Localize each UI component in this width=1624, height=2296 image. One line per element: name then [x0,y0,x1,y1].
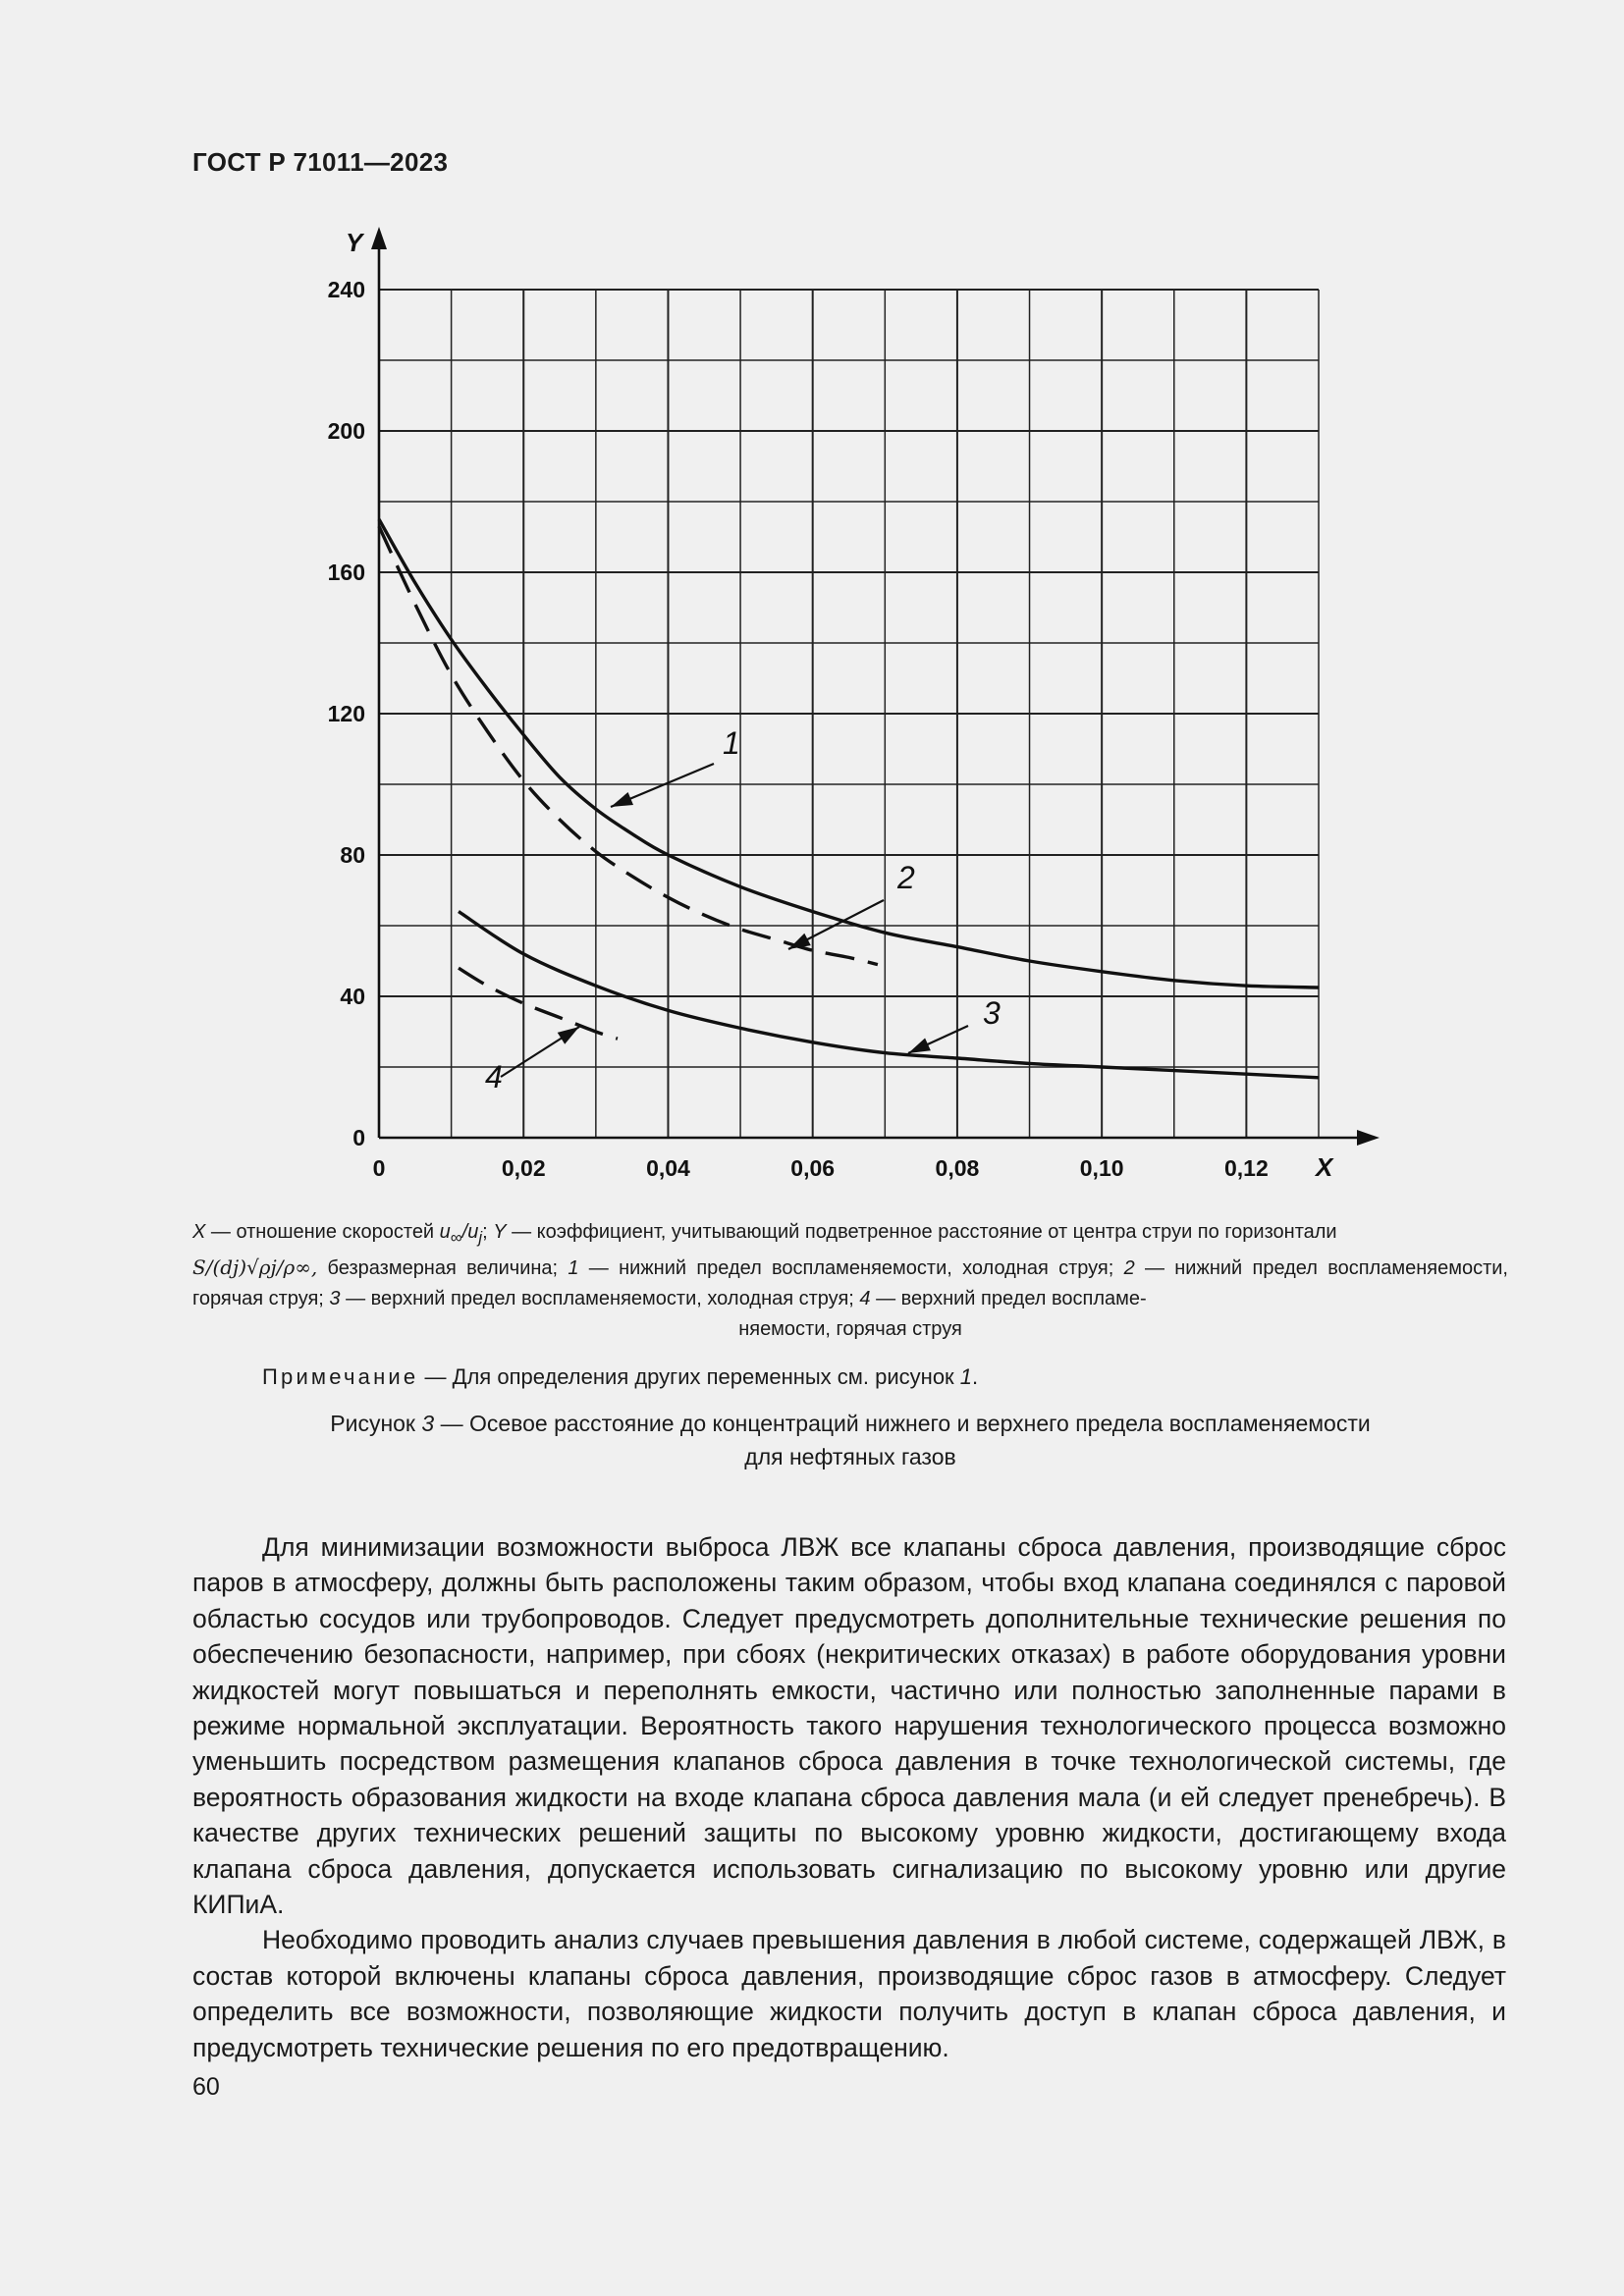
callout-arrow-4 [558,1027,579,1044]
y-axis-label: Y [346,228,363,257]
series-label-1: 1 [723,725,740,761]
caption-last-line: няемости, горячая струя [738,1318,962,1340]
x-symbol: X [192,1221,206,1243]
series-label-3: 3 [983,995,1001,1031]
x-tick-label: 0,08 [935,1155,980,1181]
y-symbol: Y [493,1221,507,1243]
body-text [192,1529,1506,2065]
x-tick-label: 0 [372,1155,386,1181]
x-axis-arrow [1357,1130,1380,1146]
x-tick-label: 0,02 [501,1155,546,1181]
note-label: Примечание [262,1364,419,1389]
document-id: ГОСТ Р 71011—2023 [192,147,449,177]
series-4-line [459,968,618,1039]
y-tick-label: 40 [340,984,365,1009]
x-tick-label: 0,04 [646,1155,690,1181]
series-label-4: 4 [485,1059,503,1095]
figure-legend-caption: X — отношение скоростей $u_\infty/u_j$; Y — коэффициент, учитывающий подветренное расстояние от центра струи по горизонтали S/(dj)√ρj/ρ∞, безразмерная величина; 1 — нижний предел воспламеняемости, холодная струя; 2 — нижний предел воспламеняемости, горячая струя; 3 — верхний предел воспламеняемости, холодная струя; 4 — верхний предел воспламе- няемости, горячая струя [192,1217,1508,1345]
y-tick-label: 0 [352,1125,365,1150]
x-tick-label: 0,12 [1224,1155,1269,1181]
formula: S/(dj)√ρj/ρ∞, [192,1255,318,1279]
y-tick-label: 240 [327,277,365,302]
figure-note: Примечание — Для определения других переменных см. рисунок 1. [262,1364,979,1389]
y-tick-label: 80 [340,842,365,868]
figure-title: Рисунок 3 — Осевое расстояние до концентраций нижнего и верхнего предела воспламеняемости для нефтяных газов [330,1411,1371,1469]
paragraph: Для минимизации возможности выброса ЛВЖ все клапаны сброса давления, производящие сброс паров в атмосферу, должны быть расположены таким образом, чтобы вход клапана соединялся с паровой областью сосудов или трубопроводов. Следует предусмотреть дополнительные технические решения по обеспечению безопасности, например, при сбоях (некритических отказах) в работе оборудования уровни жидкостей могут повышаться и переполнять емкости, частично или полностью заполненные парами в режиме нормальной эксплуатации. Вероятность такого нарушения технологического процесса возможно уменьшить посредством размещения клапанов сброса давления в точке технологической системы, где вероятность образования жидкости на входе клапана сброса давления мала (и ей следует пренебречь). В качестве других технических решений защиты по высокому уровню жидкости, достигающему входа клапана сброса давления, допускается использовать сигнализацию по высокому уровню или другие КИПиА. [192,1532,1506,1920]
y-tick-label: 200 [327,418,365,444]
callout-arrow-1 [611,792,633,807]
y-tick-label: 120 [327,701,365,726]
paragraph: Необходимо проводить анализ случаев превышения давления в любой системе, содержащей ЛВЖ, в состав которой включены клапаны сброса давления, производящие сброс газов в атмосферу. Следует определить все возможности, позволяющие жидкости получить доступ в клапан сброса давления, и предусмотреть технические решения по его предотвращению. [192,1925,1506,2062]
callout-arrow-3 [908,1039,931,1054]
y-axis-arrow [371,227,387,249]
callout-arrow-2 [788,934,811,949]
x-tick-label: 0,06 [790,1155,836,1181]
page-number: 60 [192,2073,220,2101]
series-3-line [459,912,1319,1078]
series-label-2: 2 [897,860,915,895]
series-2-line [379,526,878,964]
x-tick-label: 0,10 [1079,1155,1124,1181]
x-axis-label: X [1316,1152,1333,1182]
y-tick-label: 160 [327,560,365,585]
